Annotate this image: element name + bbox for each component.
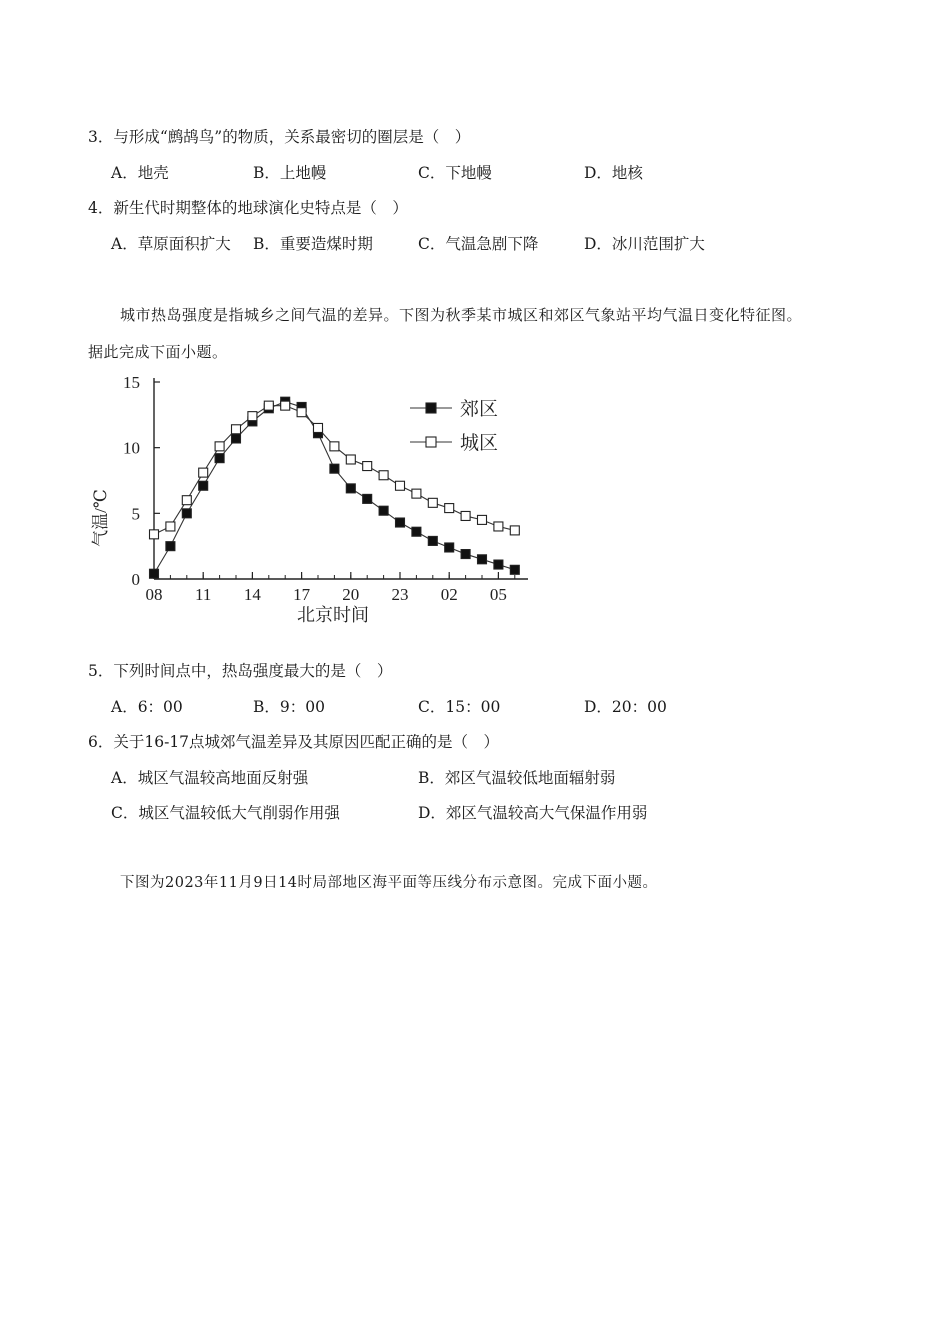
- suburb-point: [445, 543, 454, 552]
- suburb-point: [346, 484, 355, 493]
- chart-markers: [150, 397, 520, 578]
- intro-paragraph-2: 下图为2023年11月9日14时局部地区海平面等压线分布示意图。完成下面小题。: [120, 875, 658, 891]
- suburb-point: [363, 494, 372, 503]
- urban-point: [232, 425, 241, 434]
- suburb-point: [412, 527, 421, 536]
- suburb-point: [182, 509, 191, 518]
- x-tick-label: 02: [440, 585, 458, 604]
- legend-marker: [426, 403, 436, 413]
- x-tick-label: 11: [195, 585, 212, 604]
- urban-point: [281, 401, 290, 410]
- x-tick-label: 05: [489, 585, 507, 604]
- y-axis-label: 气温/℃: [91, 489, 110, 547]
- suburb-point: [199, 481, 208, 490]
- q6-option-b: B．郊区气温较低地面辐射弱: [418, 769, 616, 787]
- y-tick-label: 5: [131, 504, 140, 524]
- suburb-point: [510, 565, 519, 574]
- q4-option-c: C．气温急剧下降: [418, 235, 539, 253]
- urban-point: [264, 401, 273, 410]
- urban-point: [494, 522, 503, 531]
- suburb-point: [494, 560, 503, 569]
- urban-point: [445, 504, 454, 513]
- q3-option-d: D．地核: [584, 164, 643, 182]
- q3-stem: 3．与形成“鹧鸪鸟”的物质，关系最密切的圈层是（ ）: [88, 128, 471, 146]
- urban-point: [478, 515, 487, 524]
- q6-option-d: D．郊区气温较高大气保温作用弱: [418, 804, 648, 822]
- urban-point: [396, 481, 405, 490]
- q4-option-d: D．冰川范围扩大: [584, 235, 705, 253]
- x-tick-label: 14: [243, 585, 261, 604]
- q6-option-c: C．城区气温较低大气削弱作用强: [111, 804, 340, 822]
- suburb-point: [379, 506, 388, 515]
- urban-point: [297, 408, 306, 417]
- urban-point: [150, 530, 159, 539]
- suburb-point: [166, 542, 175, 551]
- q4-option-b: B．重要造煤时期: [253, 235, 373, 253]
- q3-option-b: B．上地幔: [253, 164, 327, 182]
- x-axis-label: 北京时间: [297, 605, 369, 625]
- intro-paragraph-line2: 据此完成下面小题。: [88, 343, 228, 361]
- urban-point: [346, 455, 355, 464]
- q5-option-a: A．6：00: [111, 698, 183, 716]
- urban-point: [166, 522, 175, 531]
- q3-option-c: C．下地幔: [418, 164, 492, 182]
- q4-stem: 4．新生代时期整体的地球演化史特点是（ ）: [88, 199, 408, 217]
- suburb-point: [232, 434, 241, 443]
- q4-option-a: A．草原面积扩大: [111, 235, 231, 253]
- y-tick-label: 10: [123, 438, 140, 458]
- urban-point: [182, 496, 191, 505]
- suburb-point: [330, 464, 339, 473]
- q6-option-a: A．城区气温较高地面反射强: [111, 769, 309, 787]
- urban-point: [363, 462, 372, 471]
- urban-point: [314, 423, 323, 432]
- legend-marker: [426, 437, 436, 447]
- suburb-point: [428, 536, 437, 545]
- q5-option-c: C．15：00: [418, 698, 501, 716]
- temperature-line-chart: [80, 368, 540, 630]
- x-tick-label: 08: [145, 585, 163, 604]
- suburb-point: [396, 518, 405, 527]
- q5-option-b: B．9：00: [253, 698, 325, 716]
- y-tick-label: 15: [123, 373, 140, 392]
- q6-stem: 6．关于16-17点城郊气温差异及其原因匹配正确的是（ ）: [88, 733, 500, 751]
- x-tick-label: 17: [293, 585, 311, 604]
- suburb-point: [461, 550, 470, 559]
- legend-label: 城区: [460, 433, 499, 454]
- suburb-point: [215, 454, 224, 463]
- suburb-point: [150, 569, 159, 578]
- urban-point: [379, 471, 388, 480]
- urban-point: [510, 526, 519, 535]
- x-tick-label: 23: [391, 585, 409, 604]
- legend-label: 郊区: [460, 399, 499, 420]
- urban-point: [461, 511, 470, 520]
- urban-point: [215, 442, 224, 451]
- urban-point: [199, 468, 208, 477]
- q5-stem: 5．下列时间点中，热岛强度最大的是（ ）: [88, 662, 393, 680]
- q3-option-a: A．地壳: [111, 164, 169, 182]
- y-tick-label: 0: [131, 570, 140, 589]
- urban-point: [330, 442, 339, 451]
- suburb-point: [478, 555, 487, 564]
- q5-option-d: D．20：00: [584, 698, 667, 716]
- urban-point: [248, 412, 257, 421]
- chart-legend: [410, 398, 498, 454]
- intro-paragraph-line1: 城市热岛强度是指城乡之间气温的差异。下图为秋季某市城区和郊区气象站平均气温日变化特征图。: [120, 306, 803, 324]
- urban-point: [412, 489, 421, 498]
- x-tick-label: 20: [342, 585, 360, 604]
- urban-point: [428, 498, 437, 507]
